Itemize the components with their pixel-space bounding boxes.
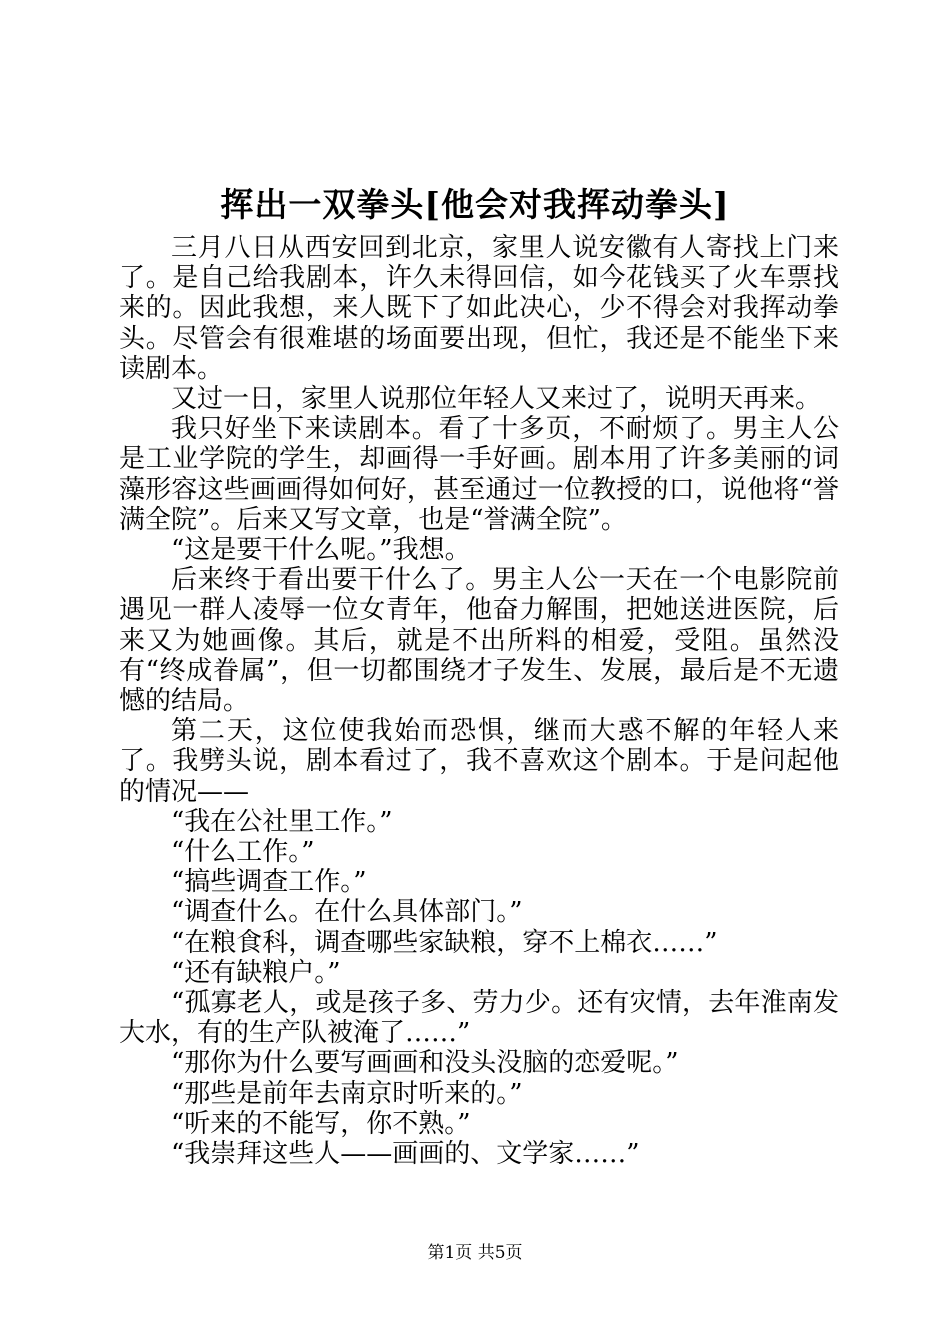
document-body: [119, 233, 839, 1169]
dialogue-line: “孤寡老人，或是孩子多、劳力少。还有灾情，去年淮南发大水，有的生产队被淹了……”: [119, 988, 839, 1049]
paragraph: 第二天，这位使我始而恐惧，继而大惑不解的年轻人来了。我劈头说，剧本看过了，我不喜欢这个剧本。于是问起他的情况——: [119, 716, 839, 807]
page-number-footer: 第1页 共5页: [427, 1243, 523, 1263]
paragraph: 我只好坐下来读剧本。看了十多页，不耐烦了。男主人公是工业学院的学生，却画得一手好画。剧本用了许多美丽的词藻形容这些画画得如何好，甚至通过一位教授的口，说他将“誉满全院”。后来又写文章，也是“誉满全院”。: [119, 414, 839, 535]
paragraph: 三月八日从西安回到北京，家里人说安徽有人寄找上门来了。是自己给我剧本，许久未得回信，如今花钱买了火车票找来的。因此我想，来人既下了如此决心，少不得会对我挥动拳头。尽管会有很难堪的场面要出现，但忙，我还是不能坐下来读剧本。: [119, 233, 839, 384]
paragraph: 又过一日，家里人说那位年轻人又来过了，说明天再来。: [171, 384, 822, 415]
dialogue-line: “那你为什么要写画画和没头没脑的恋爱呢。”: [171, 1048, 679, 1079]
paragraph: 后来终于看出要干什么了。男主人公一天在一个电影院前遇见一群人凌辱一位女青年，他奋力解围，把她送进医院，后来又为她画像。其后，就是不出所料的相爱，受阻。虽然没有“终成眷属”，但一切都围绕才子发生、发展，最后是不无遗憾的结局。: [119, 565, 839, 717]
dialogue-line: “那些是前年去南京时听来的。”: [171, 1078, 523, 1109]
dialogue-line: “我崇拜这些人——画画的、文学家……”: [171, 1139, 640, 1170]
dialogue-line: “还有缺粮户。”: [171, 957, 341, 988]
paragraph: “这是要干什么呢。”我想。: [171, 535, 471, 566]
dialogue-line: “在粮食科，调查哪些家缺粮，穿不上棉衣……”: [171, 927, 718, 958]
dialogue-line: “什么工作。”: [171, 837, 315, 868]
dialogue-line: “我在公社里工作。”: [171, 806, 393, 837]
dialogue-line: “搞些调查工作。”: [171, 867, 367, 898]
dialogue-line: “调查什么。在什么具体部门。”: [171, 897, 523, 928]
document-title: 挥出一双拳头[他会对我挥动拳头]: [220, 185, 730, 224]
dialogue-line: “听来的不能写，你不熟。”: [171, 1108, 471, 1139]
